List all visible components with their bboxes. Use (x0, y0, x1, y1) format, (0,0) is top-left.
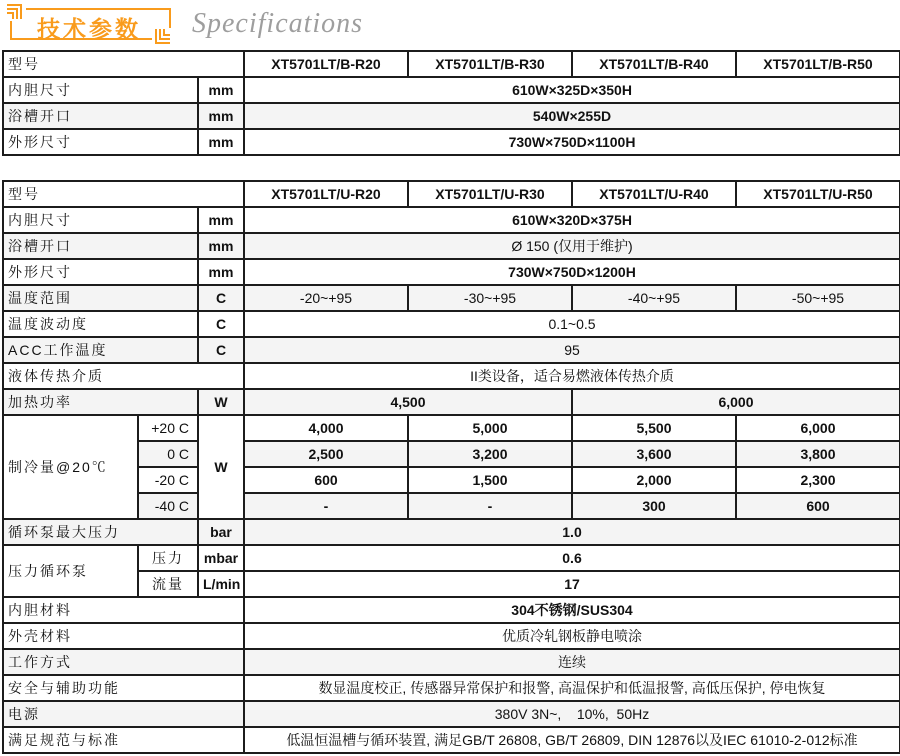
value-cell: 0.6 (244, 545, 900, 571)
unit-cell: mm (198, 129, 244, 155)
section-title-zh: 技术参数 (37, 16, 141, 42)
value-cell: -40~+95 (572, 285, 736, 311)
table-row (3, 597, 900, 623)
value-cell: 5,000 (408, 415, 572, 441)
row-label: 外壳材料 (3, 623, 244, 649)
row-label: 电源 (3, 701, 244, 727)
row-label: 安全与辅助功能 (3, 675, 244, 701)
model-header-cell: XT5701LT/U-R50 (736, 181, 900, 207)
unit-cell: W (198, 389, 244, 415)
table-row (3, 467, 900, 493)
row-label: 外形尺寸 (3, 259, 198, 285)
sub-row-label: +20 C (138, 415, 198, 441)
value-cell: 600 (244, 467, 408, 493)
sub-row-label: -40 C (138, 493, 198, 519)
value-cell: 2,500 (244, 441, 408, 467)
value-cell: 4,500 (244, 389, 572, 415)
value-cell: 1.0 (244, 519, 900, 545)
value-cell: - (244, 493, 408, 519)
value-cell: 4,000 (244, 415, 408, 441)
value-cell: 540W×255D (244, 103, 900, 129)
row-label: 浴槽开口 (3, 233, 198, 259)
row-label: 温度范围 (3, 285, 198, 311)
unit-cell: L/min (198, 571, 244, 597)
unit-cell: mm (198, 207, 244, 233)
model-header-row (3, 51, 900, 77)
value-cell: 连续 (244, 649, 900, 675)
table-row (3, 441, 900, 467)
value-cell: - (408, 493, 572, 519)
unit-cell: mbar (198, 545, 244, 571)
model-label: 型号 (3, 181, 244, 207)
model-header-cell: XT5701LT/B-R40 (572, 51, 736, 77)
model-header-cell: XT5701LT/B-R50 (736, 51, 900, 77)
row-label: 浴槽开口 (3, 103, 198, 129)
value-cell: 730W×750D×1200H (244, 259, 900, 285)
unit-cell: mm (198, 259, 244, 285)
table-row (3, 545, 900, 571)
unit-cell: mm (198, 103, 244, 129)
value-cell: 95 (244, 337, 900, 363)
value-cell: -30~+95 (408, 285, 572, 311)
table-row (3, 389, 900, 415)
table-row (3, 519, 900, 545)
row-label: 工作方式 (3, 649, 244, 675)
value-cell: 数显温度校正, 传感器异常保护和报警, 高温保护和低温报警, 高低压保护, 停电恢复 (244, 675, 900, 701)
table-row (3, 285, 900, 311)
value-cell: 3,800 (736, 441, 900, 467)
model-header-cell: XT5701LT/B-R20 (244, 51, 408, 77)
sub-row-label: -20 C (138, 467, 198, 493)
model-header-cell: XT5701LT/U-R40 (572, 181, 736, 207)
model-header-cell: XT5701LT/U-R30 (408, 181, 572, 207)
unit-cell: C (198, 285, 244, 311)
row-label: 内胆尺寸 (3, 77, 198, 103)
value-cell: 6,000 (572, 389, 900, 415)
value-cell: 1,500 (408, 467, 572, 493)
value-cell: 0.1~0.5 (244, 311, 900, 337)
value-cell: -50~+95 (736, 285, 900, 311)
model-header-cell: XT5701LT/U-R20 (244, 181, 408, 207)
table-row (3, 727, 900, 753)
value-cell: 610W×325D×350H (244, 77, 900, 103)
value-cell: 2,000 (572, 467, 736, 493)
row-label: ACC工作温度 (3, 337, 198, 363)
unit-cell: C (198, 337, 244, 363)
section-title-en: Specifications (192, 8, 364, 39)
model-header-cell: XT5701LT/B-R30 (408, 51, 572, 77)
unit-cell: bar (198, 519, 244, 545)
value-cell: 优质冷轧钢板静电喷涂 (244, 623, 900, 649)
spec-table-b-models (2, 50, 900, 156)
table-row (3, 259, 900, 285)
row-label: 液体传热介质 (3, 363, 244, 389)
table-row (3, 649, 900, 675)
section-header (4, 2, 899, 46)
row-label: 循环泵最大压力 (3, 519, 198, 545)
table-row (3, 337, 900, 363)
value-cell: 300 (572, 493, 736, 519)
table-row (3, 363, 900, 389)
row-label: 满足规范与标准 (3, 727, 244, 753)
row-label: 制冷量@20℃ (3, 415, 138, 519)
table-row (3, 571, 900, 597)
sub-row-label: 流量 (138, 571, 198, 597)
table-row (3, 493, 900, 519)
value-cell: 380V 3N~, 10%, 50Hz (244, 701, 900, 727)
table-row (3, 701, 900, 727)
title-badge (4, 4, 174, 44)
value-cell: II类设备，适合易燃液体传热介质 (244, 363, 900, 389)
sub-row-label: 0 C (138, 441, 198, 467)
table-row (3, 103, 900, 129)
unit-cell: mm (198, 233, 244, 259)
value-cell: 3,600 (572, 441, 736, 467)
table-row (3, 675, 900, 701)
value-cell: 5,500 (572, 415, 736, 441)
model-header-row (3, 181, 900, 207)
row-label: 压力循环泵 (3, 545, 138, 597)
row-label: 外形尺寸 (3, 129, 198, 155)
row-label: 温度波动度 (3, 311, 198, 337)
unit-cell: W (198, 415, 244, 519)
table-row (3, 233, 900, 259)
row-label: 内胆材料 (3, 597, 244, 623)
sub-row-label: 压力 (138, 545, 198, 571)
value-cell: 2,300 (736, 467, 900, 493)
value-cell: 730W×750D×1100H (244, 129, 900, 155)
value-cell: 17 (244, 571, 900, 597)
table-row (3, 77, 900, 103)
value-cell: 610W×320D×375H (244, 207, 900, 233)
table-row (3, 129, 900, 155)
spec-table-u-models (2, 180, 900, 754)
table-row (3, 415, 900, 441)
value-cell: -20~+95 (244, 285, 408, 311)
row-label: 加热功率 (3, 389, 198, 415)
table-row (3, 311, 900, 337)
value-cell: Ø 150 (仅用于维护) (244, 233, 900, 259)
value-cell: 304不锈钢/SUS304 (244, 597, 900, 623)
model-label: 型号 (3, 51, 244, 77)
value-cell: 6,000 (736, 415, 900, 441)
table-row (3, 623, 900, 649)
unit-cell: mm (198, 77, 244, 103)
value-cell: 3,200 (408, 441, 572, 467)
value-cell: 低温恒温槽与循环装置, 满足GB/T 26808, GB/T 26809, DIN 12876以及IEC 61010-2-012标准 (244, 727, 900, 753)
row-label: 内胆尺寸 (3, 207, 198, 233)
unit-cell: C (198, 311, 244, 337)
table-row (3, 207, 900, 233)
value-cell: 600 (736, 493, 900, 519)
